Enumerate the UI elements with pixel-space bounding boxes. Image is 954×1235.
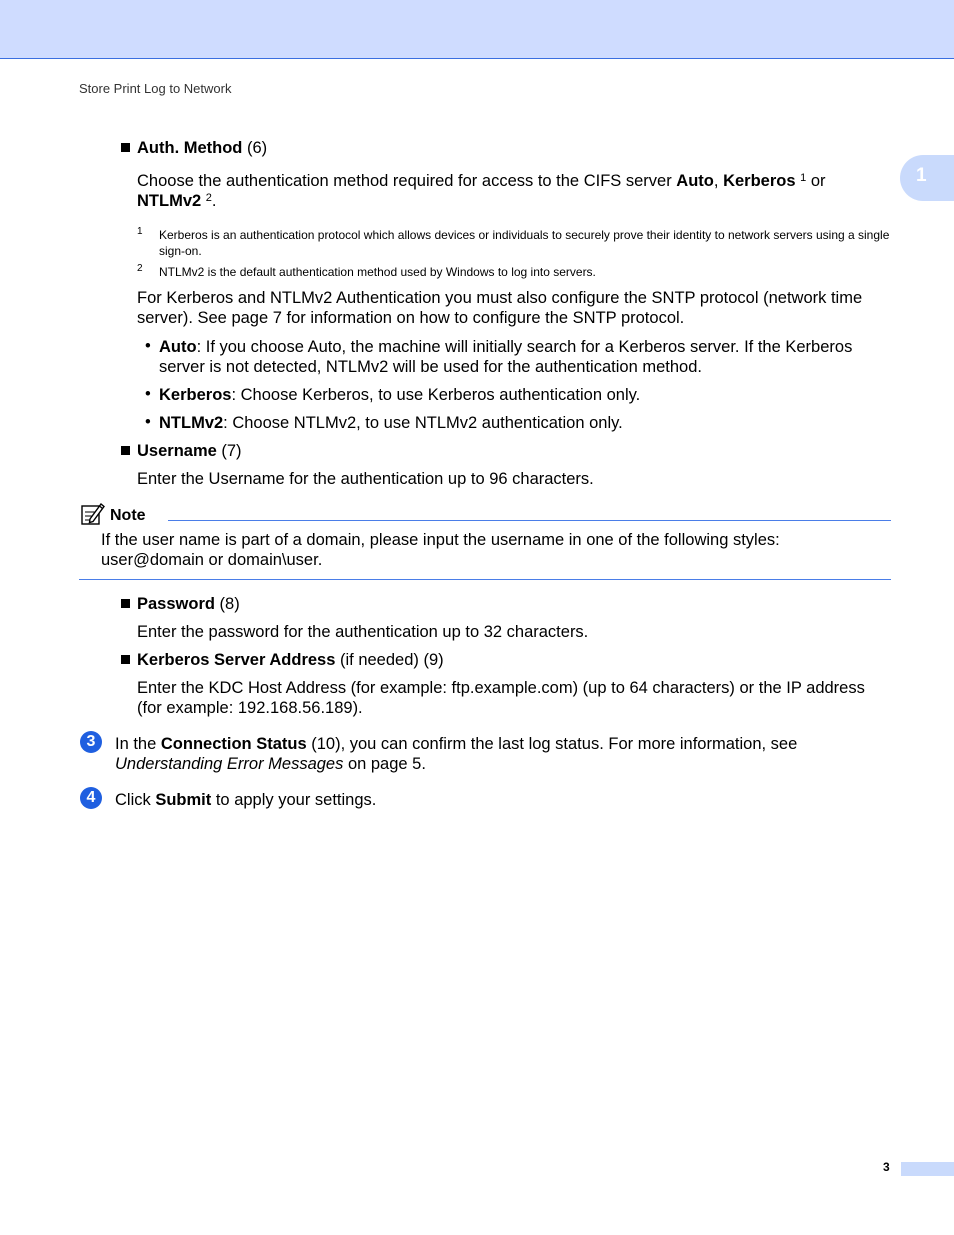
footnote-1-text: Kerberos is an authentication protocol which allows devices or individuals to securely prove their identity to network servers using a single sign-on.	[159, 228, 890, 258]
square-bullet-icon	[121, 446, 130, 455]
bullet-dot-icon: •	[145, 385, 151, 403]
kerberos-server-description: Enter the KDC Host Address (for example: ftp.example.com) (up to 64 characters) or the IP address (for example: 192.168.56.189).	[137, 679, 865, 717]
username-heading: Username (7)	[121, 441, 242, 461]
option-auto: Auto: If you choose Auto, the machine will initially search for a Kerberos server. If the Kerberos server is not detected, NTLMv2 will be used for the authentication method.	[159, 338, 853, 376]
step-3-text: In the Connection Status (10), you can confirm the last log status. For more information, see Understanding Error Messages on page 5.	[115, 735, 798, 773]
auth-method-description: Choose the authentication method required for access to the CIFS server Auto, Kerberos $^1$ or NTLMv2 $^2$.	[137, 172, 826, 210]
kerberos-server-heading: Kerberos Server Address (if needed) (9)	[121, 650, 444, 670]
password-heading: Password (8)	[121, 594, 240, 614]
bullet-dot-icon: •	[145, 413, 151, 431]
footnote-ref-1: 1	[800, 172, 807, 184]
note-label: Note	[110, 507, 146, 524]
auth-method-label: Auth. Method	[137, 139, 243, 157]
running-header: Store Print Log to Network	[79, 81, 232, 96]
step-3-number: 3	[80, 731, 102, 753]
page-number: 3	[883, 1160, 890, 1174]
note-text: If the user name is part of a domain, please input the username in one of the following styles: user@domain or domain\user.	[101, 531, 780, 569]
header-band	[0, 0, 954, 59]
footnote-2-text: NTLMv2 is the default authentication method used by Windows to log into servers.	[159, 265, 596, 279]
note-divider-top	[168, 520, 891, 521]
footnote-2-number: 2	[137, 263, 143, 274]
option-kerberos: Kerberos: Choose Kerberos, to use Kerberos authentication only.	[159, 386, 641, 404]
username-description: Enter the Username for the authentication up to 96 characters.	[137, 470, 594, 488]
step-4-text: Click Submit to apply your settings.	[115, 791, 377, 809]
password-description: Enter the password for the authentication up to 32 characters.	[137, 623, 589, 641]
square-bullet-icon	[121, 655, 130, 664]
footnote-ref-2: 2	[205, 192, 212, 204]
note-pencil-icon	[81, 502, 105, 526]
auth-method-num: (6)	[246, 139, 268, 157]
auth-method-heading	[121, 138, 267, 158]
page-number-bar	[901, 1162, 954, 1176]
note-divider-bottom	[79, 579, 891, 580]
chapter-tab	[900, 155, 954, 201]
bullet-dot-icon: •	[145, 337, 151, 355]
option-ntlmv2: NTLMv2: Choose NTLMv2, to use NTLMv2 authentication only.	[159, 414, 623, 432]
step-4-number: 4	[80, 787, 102, 809]
sntp-paragraph: For Kerberos and NTLMv2 Authentication you must also configure the SNTP protocol (network time server). See page 7 for information on how to configure the SNTP protocol.	[137, 289, 863, 327]
square-bullet-icon	[121, 599, 130, 608]
chapter-number: 1	[916, 165, 927, 186]
square-bullet-icon	[121, 143, 130, 152]
footnote-1-number: 1	[137, 226, 143, 237]
